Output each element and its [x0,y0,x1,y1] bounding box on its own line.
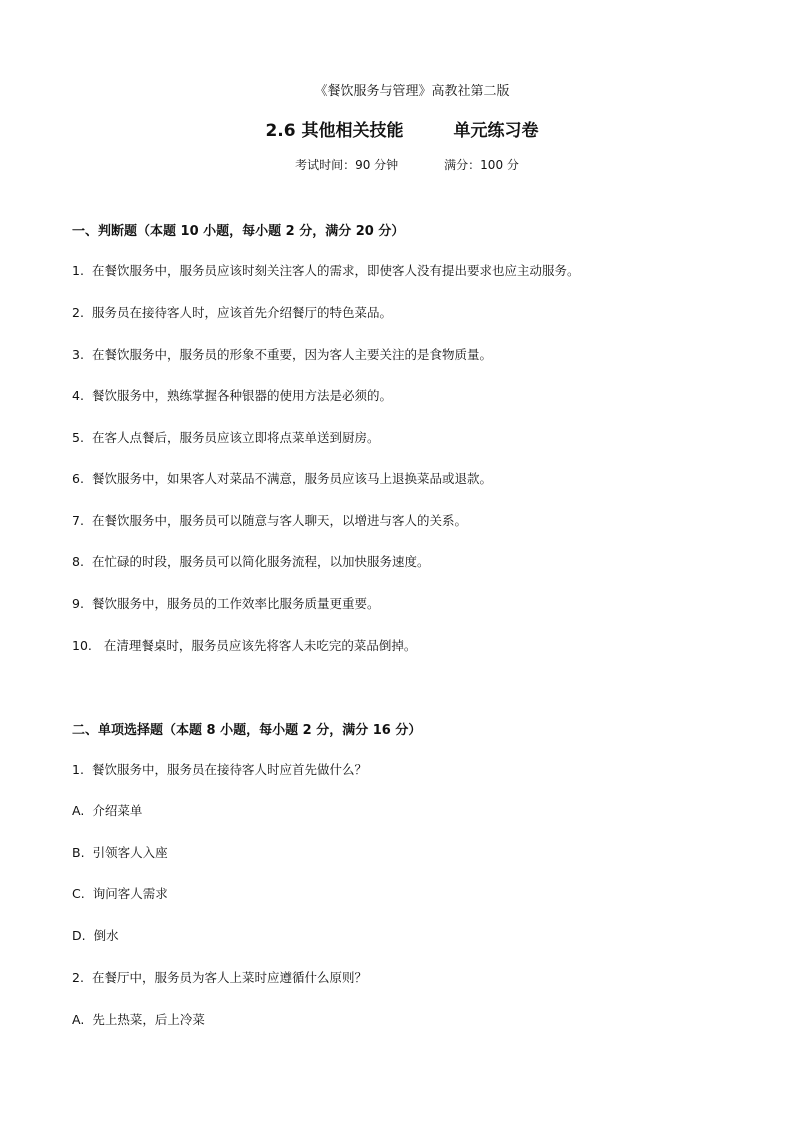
question-item: 7. 在餐饮服务中，服务员可以随意与客人聊天，以增进与客人的关系。 [72,513,467,528]
unit-title: 2.6 其他相关技能 [265,121,404,141]
question-item: 1. 在餐饮服务中，服务员应该时刻关注客人的需求，即使客人没有提出要求也应主动服务。 [72,263,580,278]
question-item: 9. 餐饮服务中，服务员的工作效率比服务质量更重要。 [72,596,380,611]
question-item: 1. 餐饮服务中，服务员在接待客人时应首先做什么？ [72,762,367,777]
paper-title: 单元练习卷 [453,121,539,141]
option-item: C. 询问客人需求 [72,886,168,901]
full-score: 满分：100 分 [444,158,519,172]
option-item: A. 介绍菜单 [72,803,143,818]
book-title: 《餐饮服务与管理》高教社第二版 [314,84,510,99]
page-title [0,116,794,141]
question-item: 4. 餐饮服务中，熟练掌握各种银器的使用方法是必须的。 [72,388,392,403]
question-item: 2. 服务员在接待客人时，应该首先介绍餐厅的特色菜品。 [72,305,392,320]
section2-heading: 二、单项选择题（本题 8 小题，每小题 2 分，满分 16 分） [72,723,422,738]
question-item: 8. 在忙碌的时段，服务员可以简化服务流程，以加快服务速度。 [72,554,430,569]
question-item: 10. 在清理餐桌时，服务员应该先将客人未吃完的菜品倒掉。 [72,638,417,653]
question-item: 2. 在餐厅中，服务员为客人上菜时应遵循什么原则？ [72,970,367,985]
option-item: B. 引领客人入座 [72,845,168,860]
question-item: 5. 在客人点餐后，服务员应该立即将点菜单送到厨房。 [72,430,380,445]
exam-time: 考试时间：90 分钟 [295,158,399,172]
exam-meta [0,156,794,173]
question-item: 3. 在餐饮服务中，服务员的形象不重要，因为客人主要关注的是食物质量。 [72,347,492,362]
question-item: 6. 餐饮服务中，如果客人对菜品不满意，服务员应该马上退换菜品或退款。 [72,471,492,486]
option-item: D. 倒水 [72,928,119,943]
option-item: A. 先上热菜，后上冷菜 [72,1012,205,1027]
section1-heading: 一、判断题（本题 10 小题，每小题 2 分，满分 20 分） [72,224,405,239]
